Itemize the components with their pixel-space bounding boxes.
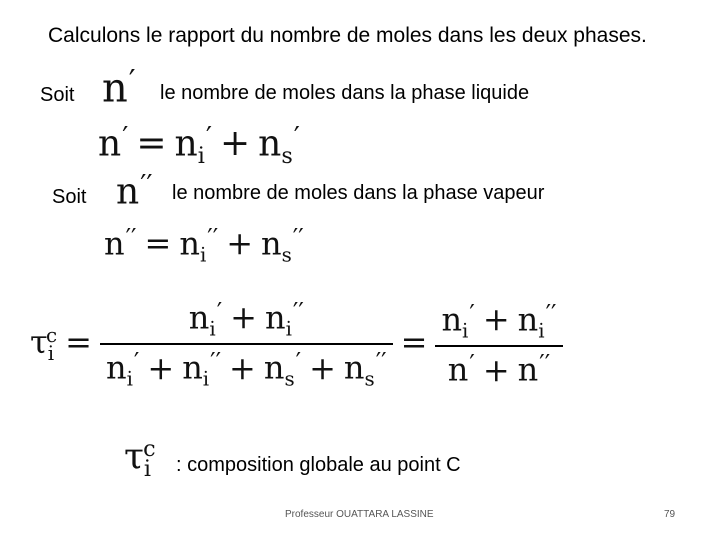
footer-author: Professeur OUATTARA LASSINE	[285, 509, 434, 520]
slide-title: Calculons le rapport du nombre de moles dans les deux phases.	[48, 24, 647, 47]
tau-equation: $\tau_i^c$ = $\frac{n_i' + n_i''}{n_i' + n_i'' + n_s' + n_s''}$ = $\frac{n_i' + n_i''}{n' + n''}$	[30, 298, 563, 391]
fraction-2	[435, 300, 562, 389]
equation-n-prime: $n' = n_i' + n_s'$	[98, 122, 300, 170]
tau-definition-text: : composition globale au point C	[176, 454, 461, 476]
tau-symbol: $\tau_i^c$	[30, 322, 58, 365]
vapor-phase-description: le nombre de moles dans la phase vapeur	[172, 182, 545, 204]
fraction-1-numerator: $n_i' + n_i''$	[188, 298, 304, 341]
soit-label-1: Soit	[40, 84, 75, 106]
fraction-2-denominator: n′ + n′′	[435, 345, 562, 388]
fraction-1-denominator: $n_i' + n_i'' + n_s' + n_s''$	[100, 343, 393, 390]
n-prime-symbol: n′	[102, 64, 136, 112]
fraction-2-numerator: $n_i' + n_i''$	[441, 299, 557, 343]
soit-label-2: Soit	[52, 186, 87, 208]
fraction-1	[100, 298, 393, 391]
liquid-phase-description: le nombre de moles dans la phase liquide	[160, 82, 530, 104]
page-number: 79	[664, 509, 676, 520]
equation-n-double-prime: $n'' = n_i'' + n_s''$	[104, 224, 304, 267]
tau-definition-symbol: $\tau_i^c$	[124, 436, 156, 483]
n-double-prime-symbol: n′′	[116, 170, 153, 213]
